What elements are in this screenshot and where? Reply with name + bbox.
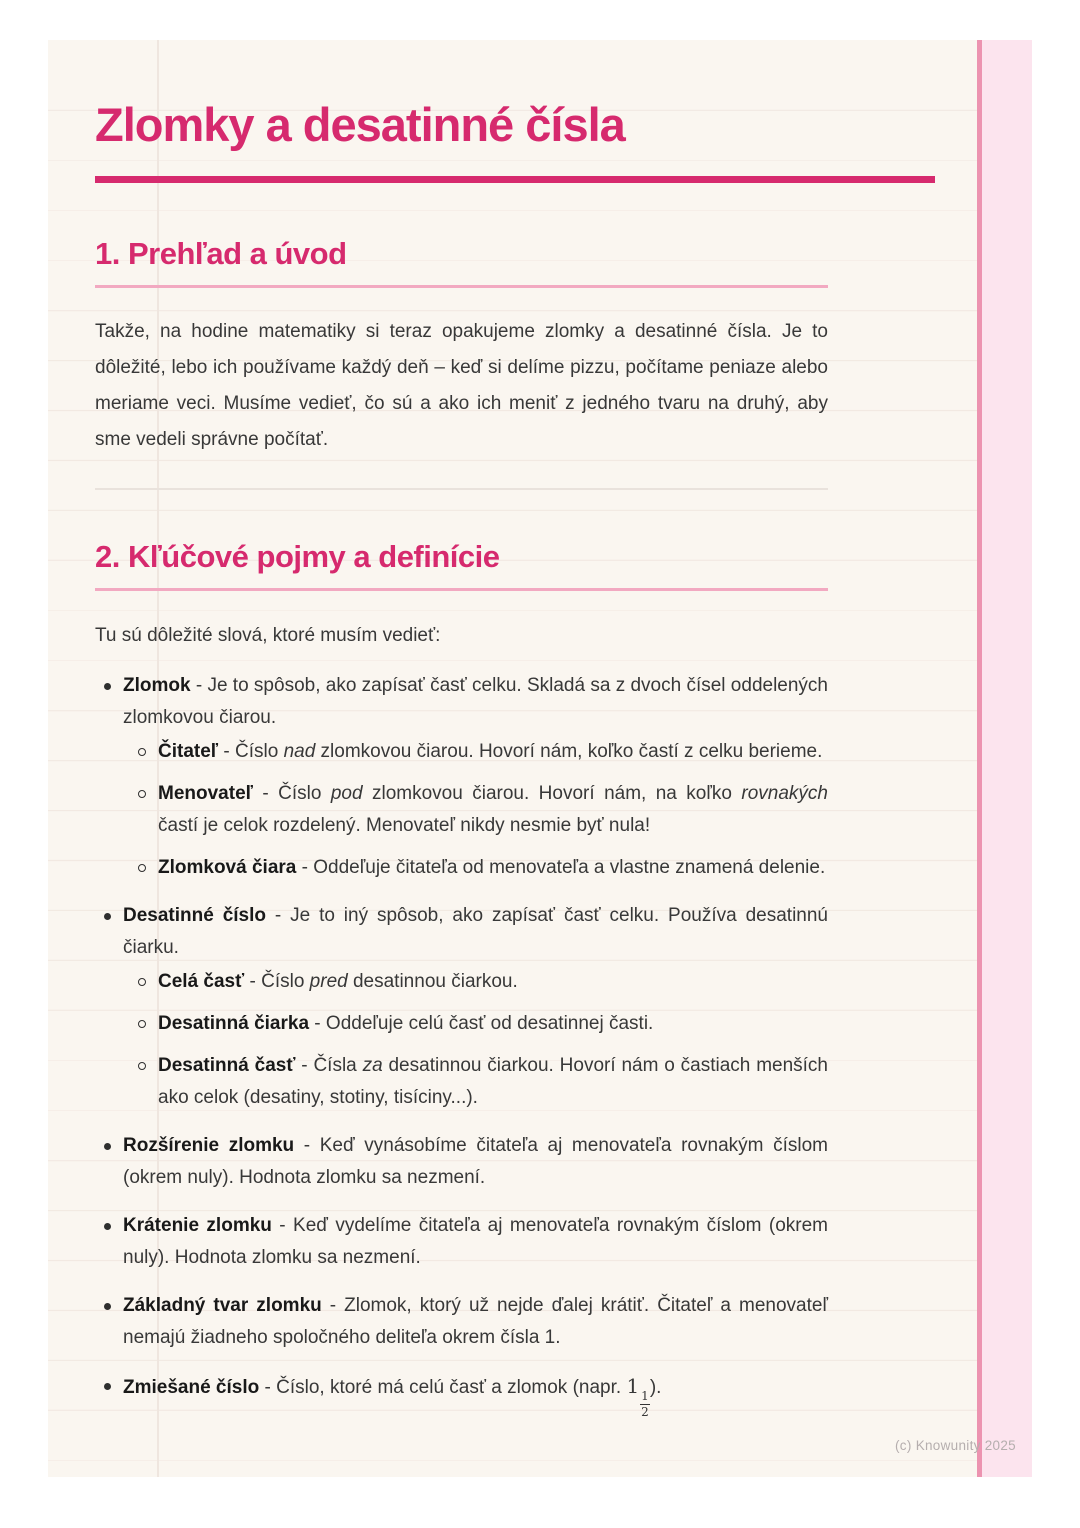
term-list-item [95,900,828,964]
bullet-dot-icon [104,913,111,920]
title-rule [95,176,935,183]
term-list-item [95,1210,828,1274]
terms-list [95,670,828,1418]
term-text: Desatinná časť - Čísla za desatinnou čiarkou. Hovorí nám o častiach menších ako celok (desatiny, stotiny, tisíciny...). [158,1055,828,1108]
term-text: Rozšírenie zlomku - Keď vynásobíme čitateľa aj menovateľa rovnakým číslom (okrem nuly). Hodnota zlomku sa nezmení. [123,1135,828,1188]
term-sublist-item [130,966,828,998]
term-sublist-item [130,852,828,884]
term-text: Desatinné číslo - Je to iný spôsob, ako zapísať časť celku. Používa desatinnú čiarku. [123,905,828,958]
term-sublist-item [130,1008,828,1040]
term-text: Zlomok - Je to spôsob, ako zapísať časť celku. Skladá sa z dvoch čísel oddelených zlomkovou čiarou. [123,675,828,728]
right-accent-bar [977,40,1032,1477]
bullet-circle-icon [138,1062,146,1070]
term-list-item [95,1130,828,1194]
bullet-circle-icon [138,1020,146,1028]
document-page [48,40,1032,1477]
section-2-intro: Tu sú dôležité slová, ktoré musím vedieť: [95,625,441,646]
mixed-number-fraction: 1 $\frac{1}{2}$ [626,1374,649,1419]
page-title: Zlomky a desatinné čísla [95,98,625,151]
term-sublist-item [130,736,828,768]
term-text: Menovateľ - Číslo pod zlomkovou čiarou. Hovorí nám, na koľko rovnakých častí je celok rozdelený. Menovateľ nikdy nesmie byť nula! [158,783,828,836]
document-content [95,98,828,1418]
term-text: Čitateľ - Číslo nad zlomkovou čiarou. Hovorí nám, koľko častí z celku berieme. [158,741,823,762]
term-text: Desatinná čiarka - Oddeľuje celú časť od desatinnej časti. [158,1013,654,1034]
term-text: Celá časť - Číslo pred desatinnou čiarkou. [158,971,518,992]
bullet-circle-icon [138,864,146,872]
watermark: (c) Knowunity 2025 [895,1438,1016,1453]
bullet-dot-icon [104,1303,111,1310]
section-1-heading: 1. Prehľad a úvod [95,236,347,271]
term-text: Zlomková čiara - Oddeľuje čitateľa od menovateľa a vlastne znamená delenie. [158,857,826,878]
term-list-item [95,1290,828,1354]
section-2-underline [95,588,828,591]
bullet-dot-icon [104,1223,111,1230]
bullet-dot-icon [104,1383,111,1390]
bullet-dot-icon [104,1143,111,1150]
bullet-circle-icon [138,978,146,986]
bullet-circle-icon [138,790,146,798]
bullet-circle-icon [138,748,146,756]
section-2-heading: 2. Kľúčové pojmy a definície [95,539,500,574]
term-text: Krátenie zlomku - Keď vydelíme čitateľa aj menovateľa rovnakým číslom (okrem nuly). Hodnota zlomku sa nezmení. [123,1215,828,1268]
term-text: Zmiešané číslo - Číslo, ktoré má celú časť a zlomok (napr. 1 $\frac{1}{2}$ ). [123,1374,662,1419]
term-text: Základný tvar zlomku - Zlomok, ktorý už nejde ďalej krátiť. Čitateľ a menovateľ nemajú žiadneho spoločného deliteľa okrem čísla 1. [123,1295,828,1348]
term-sublist-item [130,778,828,842]
section-1-paragraph: Takže, na hodine matematiky si teraz opakujeme zlomky a desatinné čísla. Je to dôležité, lebo ich používame každý deň – keď si delíme pizzu, počítame peniaze alebo meriame veci. Musíme vedieť, čo sú a ako ich meniť z jedného tvaru na druhý, aby sme vedeli správne počítať. [95,321,828,450]
term-list-item [95,670,828,734]
term-list-item [95,1370,828,1418]
bullet-dot-icon [104,683,111,690]
section-1-underline [95,285,828,288]
term-sublist-item [130,1050,828,1114]
section-divider [95,488,828,490]
